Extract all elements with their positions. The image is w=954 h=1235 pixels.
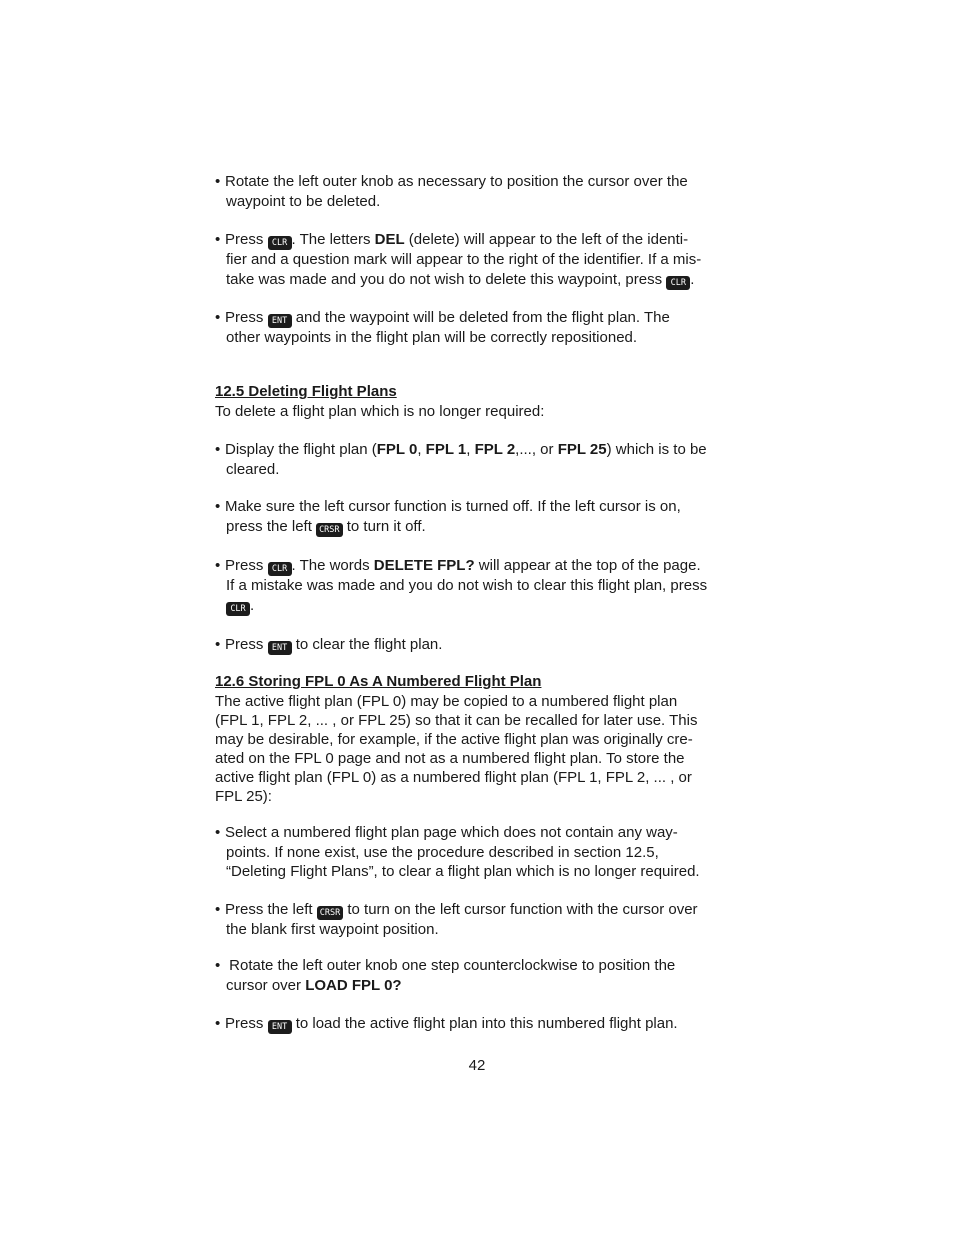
clr-key-icon: CLR (226, 602, 250, 616)
bullet-press-clr-delete: • Press CLR . The letters DEL (delete) will appear to the left of the identi- fier and a question mark will appear to the right of the identifier. If a mis- take was made and you do not wish to delete this waypoint, press CLR . (215, 231, 702, 288)
section-heading-12-6: 12.6 Storing FPL 0 As A Numbered Flight Plan (215, 673, 542, 690)
clr-key-icon: CLR (268, 236, 292, 250)
section-heading-12-5: 12.5 Deleting Flight Plans (215, 383, 397, 400)
bullet-press-ent-load: • Press ENT to load the active flight plan into this numbered flight plan. (215, 1015, 678, 1032)
bullet-cursor-off: • Make sure the left cursor function is turned off. If the left cursor is on, press the left CRSR to turn it off. (215, 498, 681, 535)
ent-key-icon: ENT (268, 314, 292, 328)
ent-key-icon: ENT (268, 1020, 292, 1034)
bullet-rotate-knob: • Rotate the left outer knob as necessary to position the cursor over the waypoint to be deleted. (215, 173, 688, 210)
bullet-select-numbered-fpl: • Select a numbered flight plan page which does not contain any way- points. If none exist, use the procedure described in section 12.5, “Deleting Flight Plans”, to clear a flight plan which is no longer required. (215, 824, 700, 880)
crsr-key-icon: CRSR (317, 906, 343, 920)
crsr-key-icon: CRSR (316, 523, 342, 537)
bullet-press-ent-delete: • Press ENT and the waypoint will be deleted from the flight plan. The other waypoints in the flight plan will be correctly repositioned. (215, 309, 670, 346)
bullet-rotate-load-fpl: • Rotate the left outer knob one step counterclockwise to position the cursor over LOAD FPL 0? (215, 957, 676, 994)
bullet-press-clr-delete-fpl: • Press CLR . The words DELETE FPL? will appear at the top of the page. If a mistake was made and you do not wish to clear this flight plan, press CLR . (215, 557, 708, 614)
section-paragraph: The active flight plan (FPL 0) may be copied to a numbered flight plan (FPL 1, FPL 2, ... , or FPL 25) so that it can be recalled for later use. This may be desirable, for example, if the active flight plan was originally cre- ated on the FPL 0 page and not as a numbered flight plan. To store the active flight plan (FPL 0) as a numbered flight plan (FPL 1, FPL 2, ... , or FPL 25): (215, 693, 698, 805)
clr-key-icon: CLR (666, 276, 690, 290)
page-number: 42 (468, 1057, 486, 1074)
clr-key-icon: CLR (268, 562, 292, 576)
bullet-press-crsr: • Press the left CRSR to turn on the left cursor function with the cursor over the blank first waypoint position. (215, 901, 698, 938)
bullet-display-flight-plan: • Display the flight plan (FPL 0, FPL 1, FPL 2,..., or FPL 25) which is to be cleared. (215, 441, 707, 478)
ent-key-icon: ENT (268, 641, 292, 655)
section-intro: To delete a flight plan which is no longer required: (215, 403, 545, 420)
bullet-press-ent-clear: • Press ENT to clear the flight plan. (215, 636, 443, 653)
